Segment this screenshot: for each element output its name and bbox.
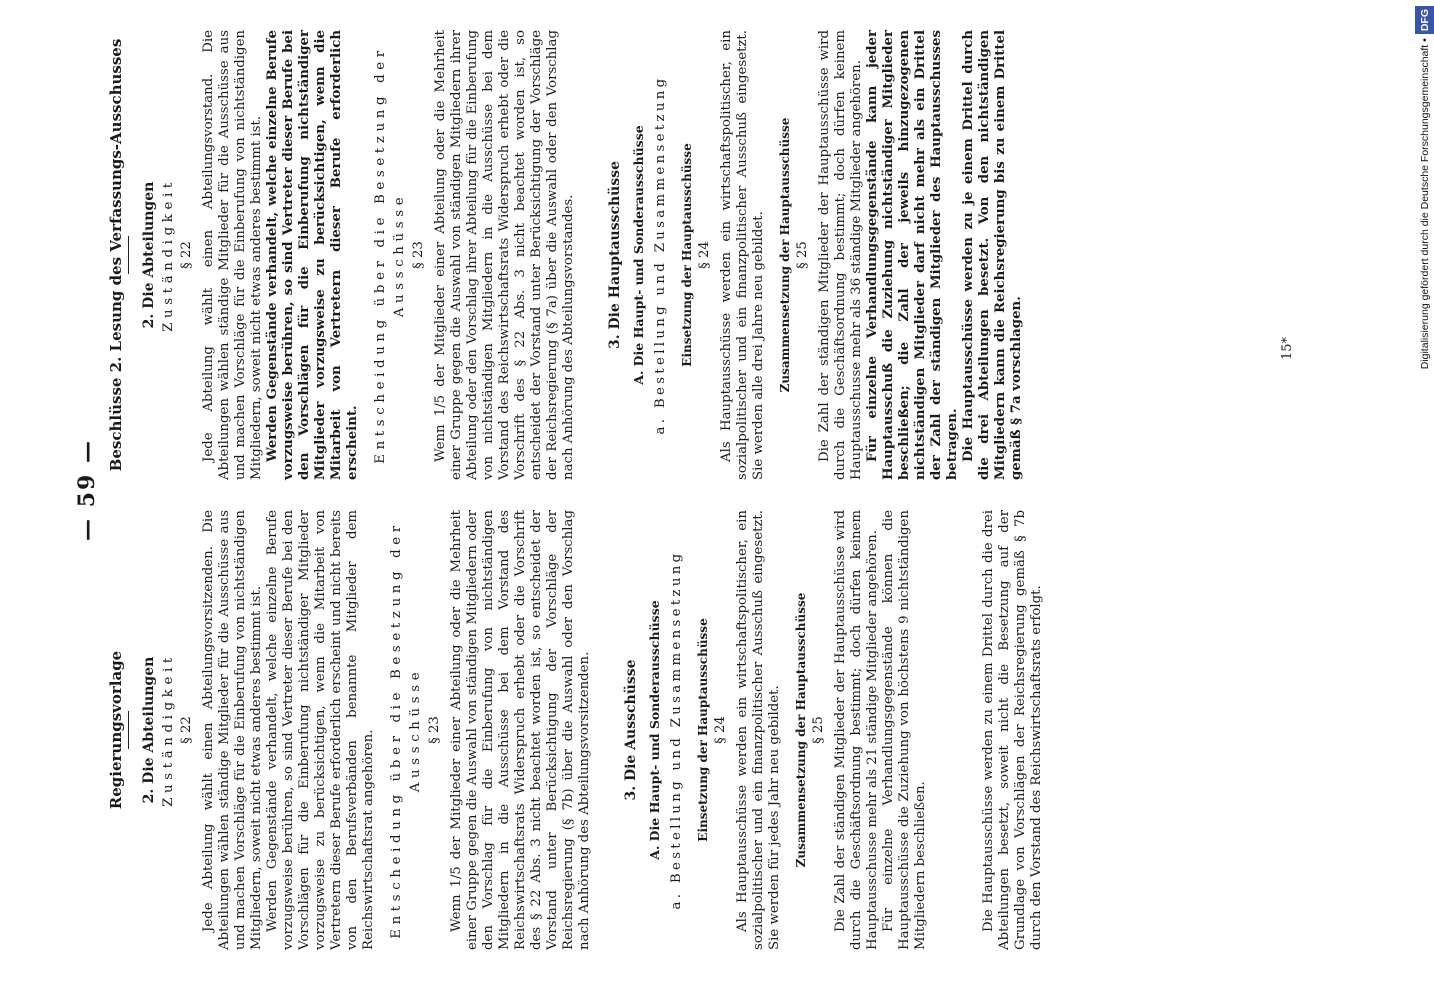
section-title: 2. Die Abteilungen [141,181,157,329]
credit-text: Digitalisierung gefördert durch die Deutsche Forschungsgemeinschaft • [1419,38,1431,370]
paragraph-text: Die Zahl der ständigen Mitglieder der Hauptausschüsse wird durch die Geschäftsordnung bestimmt; doch dürfen keinem Hauptausschusse mehr als 21 ständige Mitglieder angehören. [833,510,880,950]
spaced-subtitle: a. Bestellung und Zusammensetzung [653,75,668,435]
sub-heading: Zusammensetzung der Hauptausschüsse [778,117,792,393]
paragraph-text: Werden Gegenstände verhandelt, welche einzelne Berufe vorzugsweise berühren, so sind Vertreter dieser Berufe bei den Vorschlägen für die Einberufung nichtständiger Mitglieder vorzugsweise zu berücksichtigen, wenn die Mitarbeit von Vertretern dieser Berufe erforderlich erscheint und nicht bereits von den Berufsverbänden benannte Mitglieder dem Reichswirtschaftsrat angehören. [265,510,376,950]
column-header: Regierungsvorlage [107,650,125,810]
dfg-logo: DFG [1415,6,1434,34]
page-number: — 59 — [74,439,100,541]
header-rule [128,711,129,749]
paragraph-text: Die Hauptausschüsse werden zu je einem Drittel durch die drei Abteilungen besetzt. Von den nichtständigen Mitgliedern kann die Reichsregierung bis zu einem Drittel gemäß § 7a vorschlagen. [961,30,1024,480]
paragraph-number: § 22 [179,716,194,744]
spaced-subtitle: Zuständigkeit [161,653,176,807]
paragraph-text: Die Hauptausschüsse werden zu einem Drittel durch die drei Abteilungen besetzt, soweit nicht die Besetzung auf der Grundlage von Vorschlägen der Reichsregierung gemäß § 7b durch den Vorstand des Reichswirtschaftsrats erfolgt. [981,510,1044,950]
paragraph-number: § 25 [795,241,810,269]
header-rule [128,236,129,274]
paragraph-number: § 24 [713,716,728,744]
paragraph-number: § 23 [411,241,426,269]
paragraph-number: § 23 [427,716,442,744]
paragraph-number: § 25 [811,716,826,744]
sub-heading: Zusammensetzung der Hauptausschüsse [794,592,808,868]
paragraph-text: Werden Gegenstände verhandelt, welche einzelne Berufe vorzugsweise berühren, so sind Vertreter dieser Berufe bei den Vorschlägen für die Einberufung nichtständiger Mitglieder vorzugsweise zu berücksichtigen, wenn die Mitarbeit von Vertretern dieser Berufe erforderlich erscheint. [265,30,360,480]
section-subtitle: A. Die Haupt- und Sonderausschüsse [647,600,662,860]
column-beschluesse [108,30,1025,480]
paragraph-number: § 24 [697,241,712,269]
paragraph-text: Für einzelne Verhandlungsgegenstände können die Hauptausschüsse die Zuziehung von höchstens 9 nichtständigen Mitgliedern beschließen. [881,510,928,950]
sub-heading: Einsetzung der Hauptausschüsse [696,618,710,842]
section-title: 2. Die Abteilungen [141,656,157,804]
paragraph-text: Für einzelne Verhandlungsgegenstände kann jeder Hauptausschuß die Zuziehung nichtständiger Mitglieder beschließen; die Zahl der jeweils hinzugezogenen nichtständigen Mitglieder darf nicht mehr als ein Drittel der Zahl der ständigen Mitglieder des Hauptausschusses betragen. [865,30,960,480]
footer-mark: 15* [1280,336,1295,360]
paragraph-text: Jede Abteilung wählt einen Abteilungsvorsitzenden. Die Abteilungen wählen ständige Mitglieder für die Ausschüsse aus und machen Vorschläge für die Einberufung von nichtständigen Mitgliedern, soweit nicht etwas anderes bestimmt ist. [201,510,264,950]
section-subtitle: A. Die Haupt- und Sonderausschüsse [631,125,646,385]
spaced-subtitle: a. Bestellung und Zusammensetzung [669,550,684,910]
paragraph-text: Wenn 1/5 der Mitglieder einer Abteilung oder die Mehrheit einer Gruppe gegen die Auswahl von ständigen Mitgliedern ihrer Abteilung oder den Vorschlag ihrer Abteilung für die Einberufung von nichtständigen Mitgliedern in die Ausschüsse bei dem Vorstand des Reichswirtschaftsrats Widerspruch erhebt oder die Vorschrift des § 22 Abs. 3 nicht beachtet worden ist, so entscheidet der Vorstand unter Berücksichtigung der Vorschläge der Reichsregierung (§ 7a) über die Auswahl oder den Vorschlag nach Anhörung des Abteilungsvorstandes. [433,30,576,480]
section-title: 3. Die Ausschüsse [623,659,639,801]
sub-heading: Einsetzung der Hauptausschüsse [680,143,694,367]
section-title: 3. Die Hauptausschüsse [607,160,623,350]
spaced-heading: Entscheidung über die Besetzung der Ausschüsse [389,521,423,939]
spaced-heading: Entscheidung über die Besetzung der Ausschüsse [373,46,407,464]
paragraph-text: Jede Abteilung wählt einen Abteilungsvorstand. Die Abteilungen wählen ständige Mitglieder für die Ausschüsse aus und machen Vorschläge für die Einberufung von nichtständigen Mitgliedern, soweit nicht etwas anderes bestimmt ist. [201,30,264,480]
paragraph-text: Die Zahl der ständigen Mitglieder der Hauptausschüsse wird durch die Geschäftsordnung bestimmt; doch dürfen keinem Hauptausschusse mehr als 36 ständige Mitglieder angehören. [817,30,864,480]
column-header: Beschlüsse 2. Lesung des Verfassungs-Ausschusses [107,38,125,472]
paragraph-number: § 22 [179,241,194,269]
digitization-credit [1415,6,1434,996]
spaced-subtitle: Zuständigkeit [161,178,176,332]
paragraph-text: Als Hauptausschüsse werden ein wirtschaftspolitischer, ein sozialpolitischer und ein finanzpolitischer Ausschuß eingesetzt. Sie werden für jedes Jahr neu gebildet. [735,510,782,950]
paragraph-text: Wenn 1/5 der Mitglieder einer Abteilung oder die Mehrheit einer Gruppe gegen die Auswahl von ständigen Mitgliedern oder den Vorschlag für die Einberufung von nichtständigen Mitgliedern in die Ausschüsse bei dem Vorstand des Reichswirtschaftsrats Widerspruch erhebt oder die Vorschrift des § 22 Abs. 3 nicht beachtet worden ist, so entscheidet der Vorstand unter Berücksichtigung der Vorschläge der Reichsregierung (§ 7b) über die Auswahl oder den Vorschlag nach Anhörung des Abteilungsvorsitzenden. [449,510,592,950]
paragraph-text: Als Hauptausschüsse werden ein wirtschaftspolitischer, ein sozialpolitischer und ein finanzpolitischer Ausschuß eingesetzt. Sie werden alle drei Jahre neu gebildet. [719,30,766,480]
column-regierungsvorlage [108,510,1045,950]
